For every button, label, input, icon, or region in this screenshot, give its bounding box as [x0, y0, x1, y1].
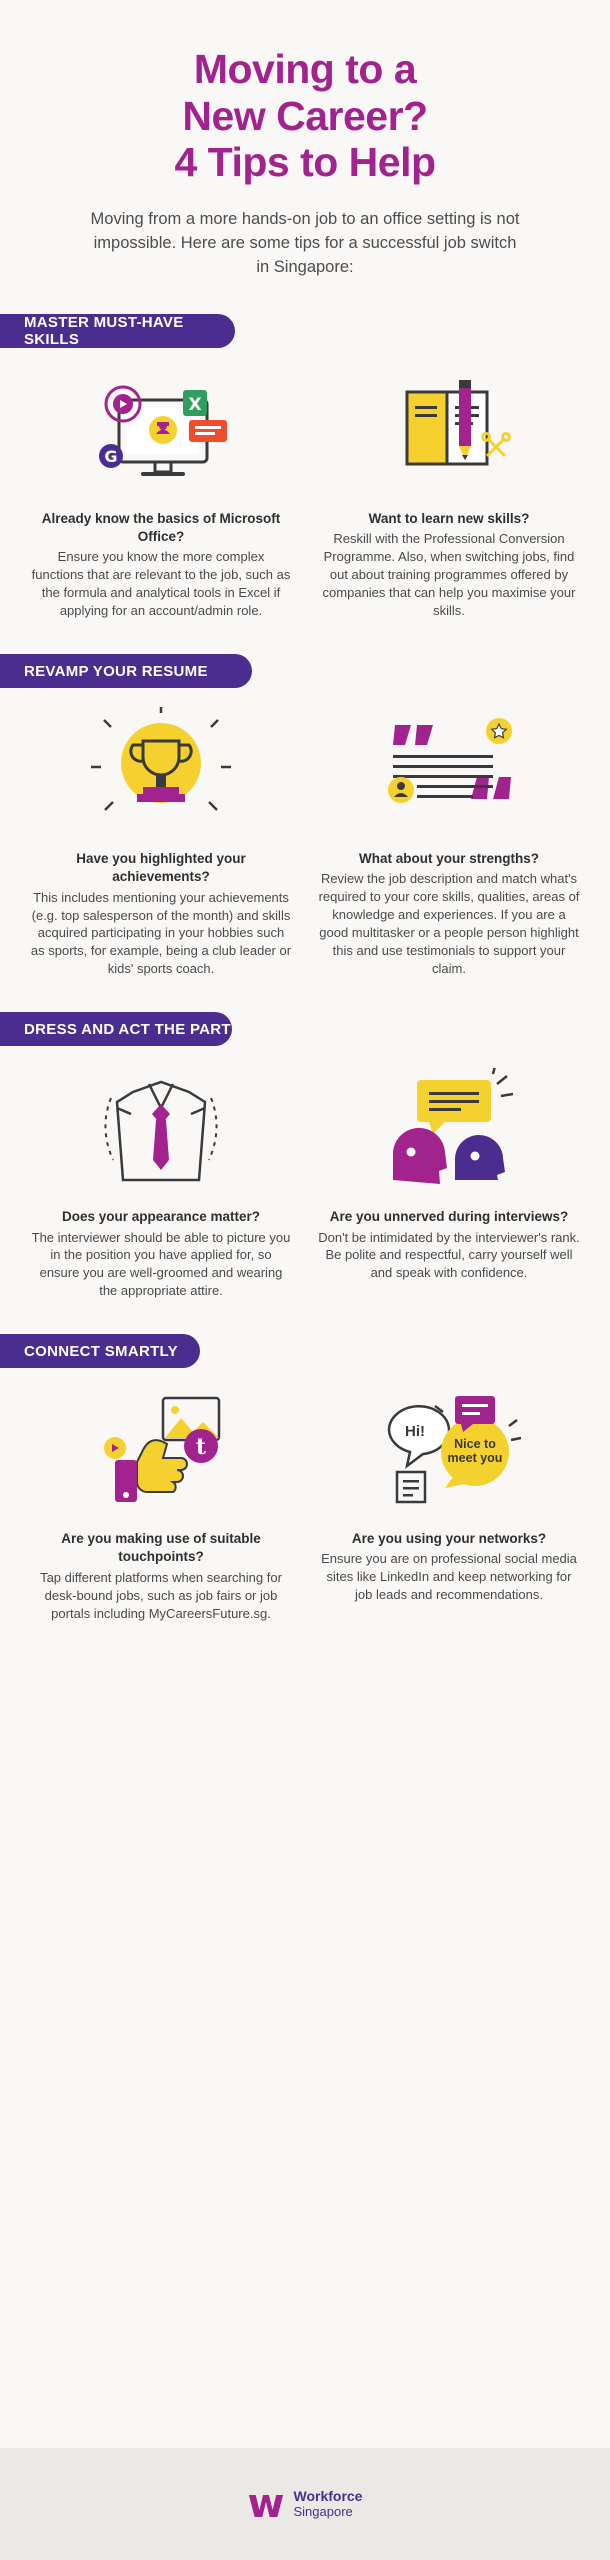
tips-row-2 [0, 708, 610, 978]
shirt-tie-icon [26, 1066, 296, 1194]
page-footer [0, 2448, 610, 2560]
page-subtitle: Moving from a more hands-on job to an office setting is not impossible. Here are some tips for a successful job switch in Singapore: [90, 210, 520, 277]
tip-body: This includes mentioning your achievements (e.g. top salesperson of the month) and skills acquired participating in your hobbies such as sports, for example, being a club leader or kids' sports coach. [30, 889, 292, 977]
tip-card [314, 1388, 584, 1622]
tumblr-letter: t [195, 1433, 207, 1460]
tip-heading: Want to learn new skills? [368, 510, 530, 526]
tip-card [26, 708, 296, 978]
svg-text:G: G [104, 446, 118, 466]
tip-heading: What about your strengths? [359, 851, 539, 867]
wsg-logo-text [293, 2488, 362, 2519]
tip-card [314, 1066, 584, 1300]
tip-body: The interviewer should be able to picture you in the position you have applied for, so ensure you are well-groomed and wearing the appropriate attire. [31, 1229, 291, 1299]
tip-heading: Does your appearance matter? [61, 1209, 261, 1225]
wsg-logo-line1: Workforce [293, 2488, 363, 2505]
tip-body: Ensure you are on professional social media sites like LinkedIn and keep networking for job leads and recommendations. [321, 1551, 577, 1603]
svg-text:X: X [188, 394, 202, 415]
page-title [40, 46, 570, 186]
section-bar-master-skills: MASTER MUST-HAVE SKILLS [0, 314, 235, 348]
section-bar-connect-smartly: CONNECT SMARTLY [0, 1334, 200, 1368]
tip-card [26, 1388, 296, 1622]
tip-card [314, 368, 584, 620]
title-line-3: 4 Tips to Help [174, 139, 436, 186]
computer-media-icon [26, 368, 296, 496]
tips-row-3 [0, 1066, 610, 1300]
tips-row-1 [0, 368, 610, 620]
tip-card [26, 1066, 296, 1300]
chat-nice-text-2: meet you [447, 1450, 503, 1465]
section-bar-dress-act: DRESS AND ACT THE PART [0, 1012, 232, 1046]
social-media-thumbs-up-icon [26, 1388, 296, 1516]
page-header [0, 0, 610, 280]
wsg-logo-line2: Singapore [293, 2503, 353, 2519]
title-line-1: Moving to a [193, 46, 417, 92]
tip-body: Review the job description and match what's required to your core skills, qualities, areas of knowledge and experiences. If you are a good multitasker or a people person highlight this and use testimonials to support your claim. [318, 871, 580, 977]
tip-heading: Already know the basics of Microsoft Office? [41, 510, 281, 545]
tip-heading: Are you unnerved during interviews? [329, 1209, 569, 1225]
section-bar-revamp-resume: REVAMP YOUR RESUME [0, 654, 252, 688]
tip-body: Ensure you know the more complex functions that are relevant to the job, such as the formula and analytical tools in Excel if applying for an account/admin role. [31, 549, 291, 619]
chat-nice-text-1: Nice to [454, 1436, 496, 1451]
tip-heading: Are you making use of suitable touchpoints? [61, 1531, 261, 1565]
wsg-logo [247, 2481, 363, 2527]
book-pencil-icon [314, 368, 584, 496]
chat-hi-text: Hi! [405, 1422, 425, 1440]
chat-bubbles-icon [314, 1388, 584, 1516]
tips-row-4 [0, 1388, 610, 1622]
tip-body: Tap different platforms when searching for desk-bound jobs, such as job fairs or job portals including MyCareersFuture.sg. [40, 1569, 282, 1621]
tip-card [26, 368, 296, 620]
two-heads-conversation-icon [314, 1066, 584, 1194]
testimonial-quote-icon [314, 708, 584, 836]
title-line-2: New Career? [182, 92, 428, 139]
tip-body: Reskill with the Professional Conversion Programme. Also, when switching jobs, find out about training programmes offered by companies that can help you maximise your skills. [322, 531, 576, 618]
trophy-icon [26, 708, 296, 836]
tip-heading: Have you highlighted your achievements? [76, 851, 246, 885]
tip-card [314, 708, 584, 978]
wsg-logo-mark: w [247, 2481, 285, 2527]
tip-heading: Are you using your networks? [351, 1531, 547, 1547]
tip-body: Don't be intimidated by the interviewer's rank. Be polite and respectful, carry yourself well and speak with confidence. [318, 1229, 580, 1281]
